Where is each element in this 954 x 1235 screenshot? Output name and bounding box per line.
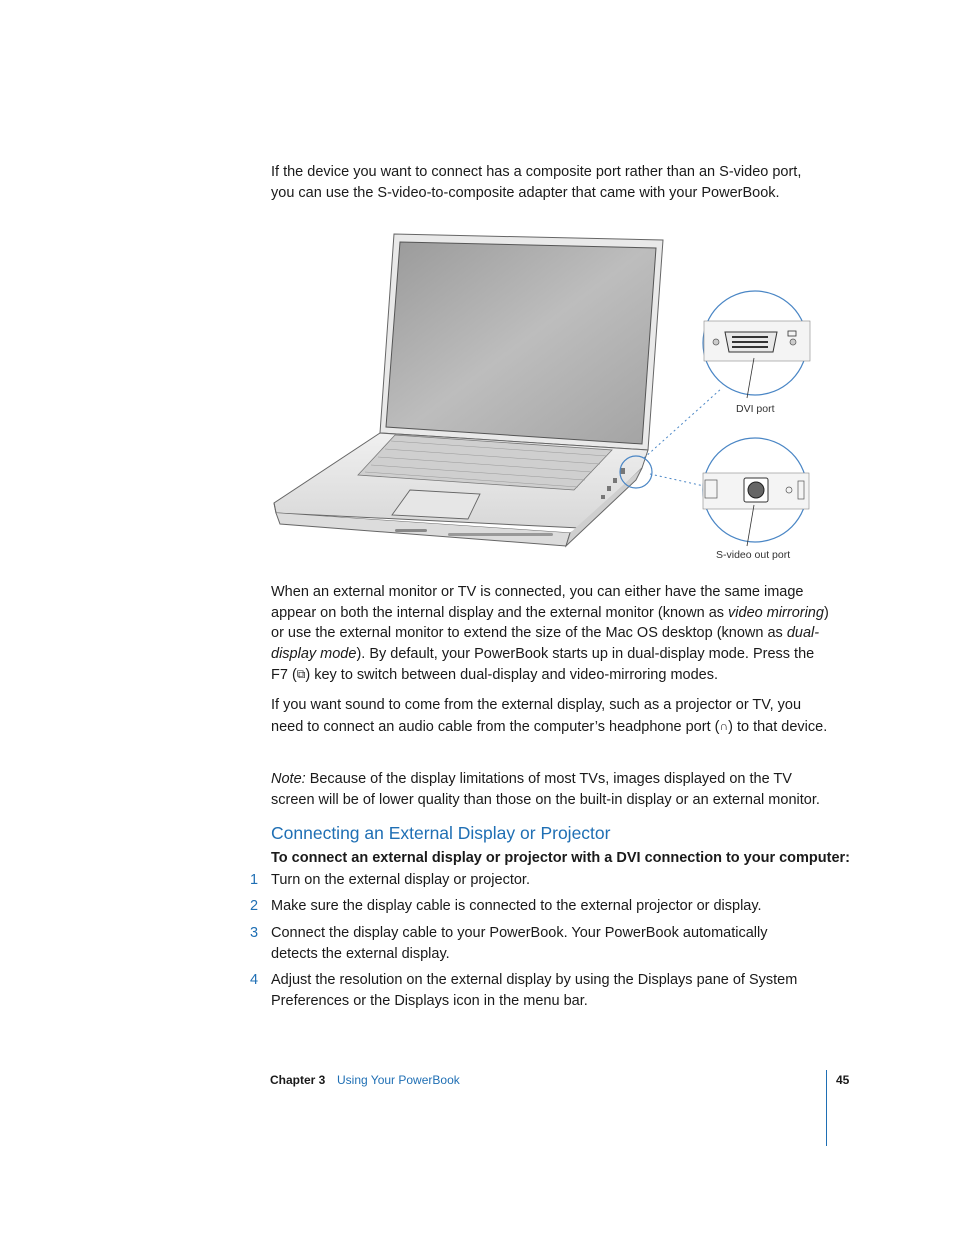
step-number: 3	[250, 925, 259, 941]
display-mirroring-icon: ⧉	[296, 667, 306, 681]
sound-text-2: ) to that device.	[728, 718, 828, 735]
step-text: Make sure the display cable is connected to the external projector or display.	[271, 898, 762, 914]
note-label: Note:	[271, 771, 306, 787]
svideo-port-label: S-video out port	[716, 549, 791, 561]
powerbook-figure	[270, 228, 830, 563]
footer-chapter: Chapter 3	[270, 1073, 326, 1087]
note-text: Because of the display limitations of most TVs, images displayed on the TV screen will be of lower quality than those on the built-in display or an external monitor.	[271, 771, 820, 808]
procedure-subhead: To connect an external display or projector with a DVI connection to your computer:	[271, 850, 851, 866]
step-text: Connect the display cable to your PowerBook. Your PowerBook automatically detects the external display.	[271, 925, 768, 962]
page-number: 45	[836, 1073, 850, 1087]
laptop-screen	[386, 242, 656, 444]
dual-display-term: dual-display mode	[271, 625, 820, 662]
intro-line-2: you can use the S-video-to-composite adapter that came with your PowerBook.	[271, 184, 780, 201]
monitor-text-3: ). By default, your PowerBook starts up in dual-display mode. Press the F7 (	[271, 645, 815, 683]
step-text: Adjust the resolution on the external display by using the Displays pane of System Preferences or the Displays icon in the menu bar.	[271, 972, 798, 1009]
footer-chapter-title: Using Your PowerBook	[337, 1073, 460, 1087]
intro-paragraph	[271, 162, 831, 203]
step-number: 1	[250, 872, 259, 888]
step-number: 4	[250, 972, 259, 988]
video-mirroring-term: video mirroring	[728, 604, 824, 621]
intro-line-1: If the device you want to connect has a composite port rather than an S-video port,	[271, 164, 802, 180]
monitor-text-1: When an external monitor or TV is connected, you can either have the same image appear on both the internal display and the external monitor (known as	[271, 584, 804, 621]
note-paragraph	[271, 769, 831, 810]
section-heading: Connecting an External Display or Projector	[271, 823, 611, 843]
step-number: 2	[250, 898, 259, 914]
powerbook-illustration	[270, 228, 830, 563]
monitor-text-4: ) key to switch between dual-display and video-mirroring modes.	[305, 667, 718, 683]
headphone-icon: ∩	[719, 718, 729, 733]
sound-text-1: If you want sound to come from the external display, such as a projector or TV, you need to connect an audio cable from the computer’s headphone port (	[271, 697, 802, 735]
footer-divider	[826, 1070, 827, 1146]
sound-paragraph	[271, 695, 831, 737]
dvi-port-label: DVI port	[736, 403, 775, 415]
monitor-paragraph	[271, 582, 831, 686]
step-text: Turn on the external display or projector.	[271, 872, 530, 888]
monitor-text-2: ) or use the external monitor to extend the size of the Mac OS desktop (known as	[271, 604, 829, 641]
